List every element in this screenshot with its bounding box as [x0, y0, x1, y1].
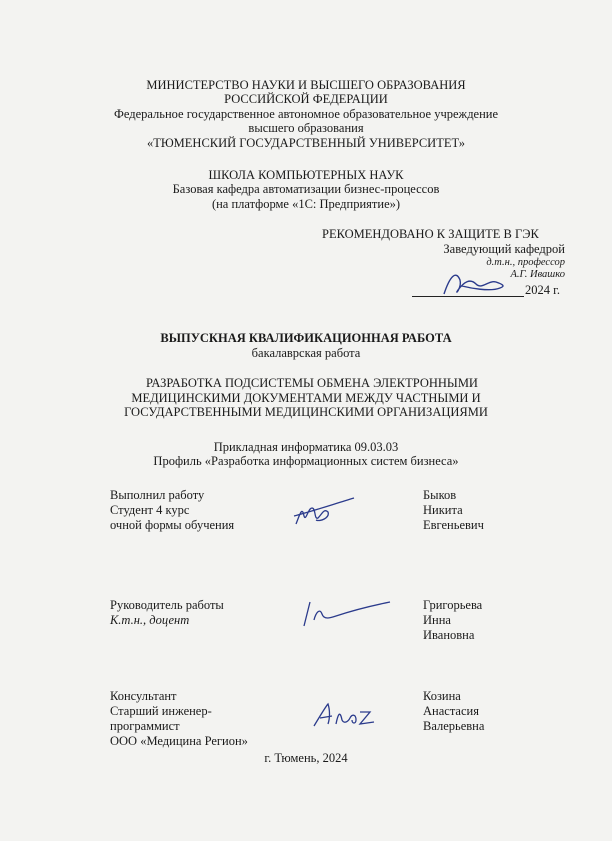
consultant-signature [312, 700, 380, 730]
institution-line-2: высшего образования [248, 121, 364, 135]
student-role-line-2: Студент 4 курс [110, 503, 190, 517]
recommended-label: РЕКОМЕНДОВАНО К ЗАЩИТЕ В ГЭК [322, 227, 539, 241]
institution-line-1: Федеральное государственное автономное образовательное учреждение [113, 107, 499, 121]
student-patronymic: Евгеньевич [423, 518, 484, 532]
work-title-line-1: РАЗРАБОТКА ПОДСИСТЕМЫ ОБМЕНА ЭЛЕКТРОННЫМИ [146, 376, 478, 390]
ministry-line-1: МИНИСТЕРСТВО НАУКИ И ВЫСШЕГО ОБРАЗОВАНИЯ [146, 78, 466, 92]
head-degree: д.т.н., профессор [486, 257, 565, 268]
head-name: А.Г. Ивашко [510, 269, 565, 280]
supervisor-role-line-1: Руководитель работы [110, 598, 224, 612]
department-line-1: Базовая кафедра автоматизации бизнес-процессов [172, 182, 440, 196]
student-signature [290, 494, 356, 530]
supervisor-role-line-2: К.т.н., доцент [110, 613, 190, 627]
head-signature [440, 266, 510, 300]
school-name: ШКОЛА КОМПЬЮТЕРНЫХ НАУК [208, 168, 404, 182]
work-subtype: бакалаврская работа [251, 346, 361, 360]
supervisor-patronymic: Ивановна [423, 628, 475, 642]
city-year: г. Тюмень, 2024 [264, 751, 348, 765]
student-first-name: Никита [423, 503, 463, 517]
work-title-line-3: ГОСУДАРСТВЕННЫМИ МЕДИЦИНСКИМИ ОРГАНИЗАЦИЯМИ [124, 405, 488, 419]
department-line-2: (на платформе «1С: Предприятие») [211, 197, 401, 211]
consultant-patronymic: Валерьевна [423, 719, 485, 733]
university-name: «ТЮМЕНСКИЙ ГОСУДАРСТВЕННЫЙ УНИВЕРСИТЕТ» [146, 136, 466, 150]
work-title-line-2: МЕДИЦИНСКИМИ ДОКУМЕНТАМИ МЕЖДУ ЧАСТНЫМИ И [131, 391, 481, 405]
supervisor-first-name: Инна [423, 613, 451, 627]
study-field: Прикладная информатика 09.03.03 [213, 440, 399, 454]
student-surname: Быков [423, 488, 457, 502]
ministry-line-2: РОССИЙСКОЙ ФЕДЕРАЦИИ [224, 92, 388, 106]
work-type: ВЫПУСКНАЯ КВАЛИФИКАЦИОННАЯ РАБОТА [160, 331, 452, 345]
study-profile: Профиль «Разработка информационных систем бизнеса» [153, 454, 459, 468]
consultant-role-line-4: ООО «Медицина Регион» [110, 734, 248, 748]
supervisor-signature [300, 598, 392, 630]
consultant-role-line-1: Консультант [110, 689, 177, 703]
consultant-surname: Козина [423, 689, 461, 703]
consultant-role-line-2: Старший инженер- [110, 704, 212, 718]
supervisor-surname: Григорьева [423, 598, 483, 612]
consultant-first-name: Анастасия [423, 704, 479, 718]
consultant-role-line-3: программист [110, 719, 180, 733]
student-role-line-3: очной формы обучения [110, 518, 235, 532]
student-role-line-1: Выполнил работу [110, 488, 205, 502]
head-of-department-title: Заведующий кафедрой [443, 242, 565, 256]
approval-year: 2024 г. [525, 283, 560, 297]
